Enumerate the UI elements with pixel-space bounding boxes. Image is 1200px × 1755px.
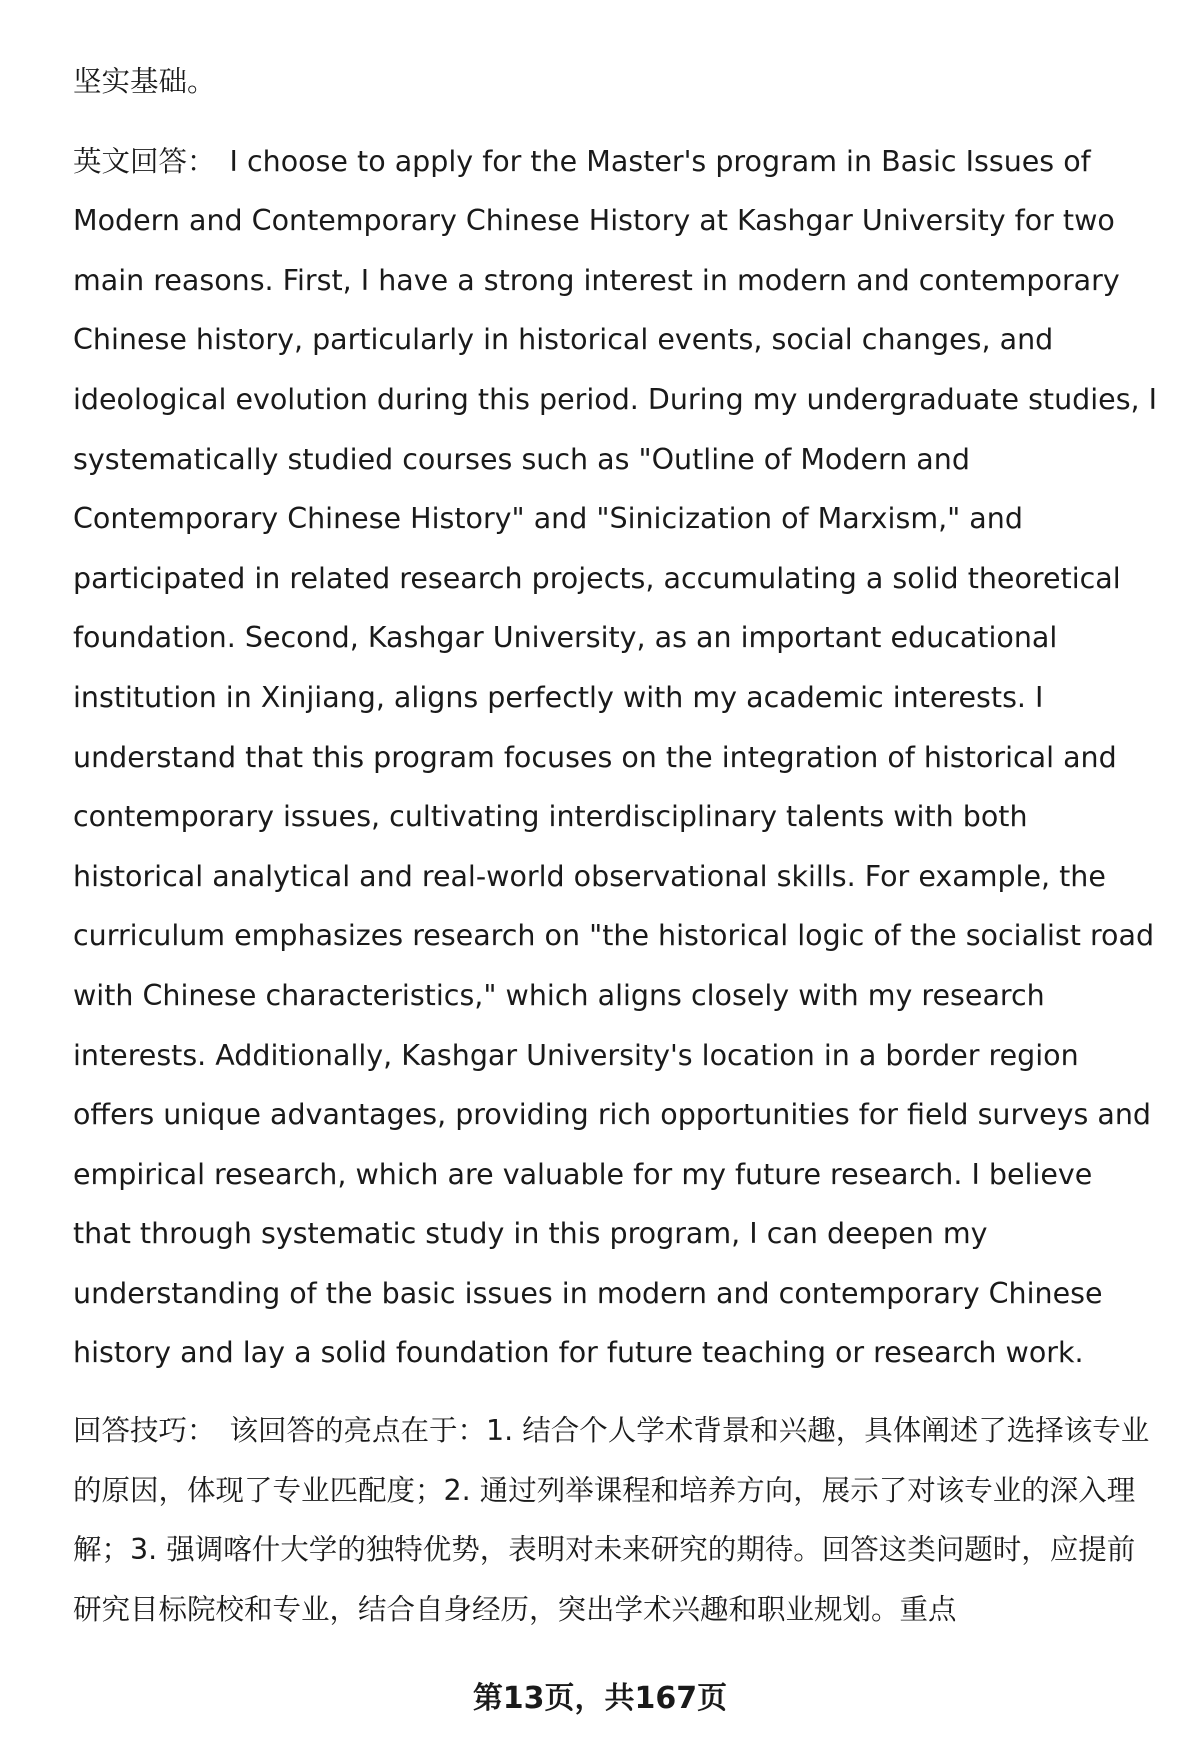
answer-tips-label: 回答技巧： xyxy=(73,1414,216,1448)
document-body xyxy=(73,52,1158,1639)
continuation-text: 坚实基础。 xyxy=(73,65,216,98)
english-answer-label: 英文回答： xyxy=(73,144,216,178)
english-answer-text: I choose to apply for the Master's program in Basic Issues of Modern and Contemporary Chinese History at Kashgar University for two main reasons. First, I have a strong interest in modern and contemporary Chinese history, particularly in historical events, social changes, and ideological evolution during this period. During my undergraduate studies, I systematically studied courses such as "Outline of Modern and Contemporary Chinese History" and "Sinicization of Marxism," and participated in related research projects, accumulating a solid theoretical foundation. Second, Kashgar University, as an important educational institution in Xinjiang, aligns perfectly with my academic interests. I understand that this program focuses on the integration of historical and contemporary issues, cultivating interdisciplinary talents with both historical analytical and real-world observational skills. For example, the curriculum emphasizes research on "the historical logic of the socialist road with Chinese characteristics," which aligns closely with my research interests. Additionally, Kashgar University's location in a border region offers unique advantages, providing rich opportunities for field surveys and empirical research, which are valuable for my future research. I believe that through systematic study in this program, I can deepen my understanding of the basic issues in modern and contemporary Chinese history and lay a solid foundation for future teaching or research work. xyxy=(73,144,1158,1370)
english-answer-paragraph xyxy=(73,132,1158,1383)
answer-tips-paragraph xyxy=(73,1401,1158,1639)
page-number: 第13页，共167页 xyxy=(472,1681,728,1716)
answer-tips-text: 该回答的亮点在于：1. 结合个人学术背景和兴趣，具体阐述了选择该专业的原因，体现了专业匹配度；2. 通过列举课程和培养方向，展示了对该专业的深入理解；3. 强调喀什大学的独特优势，表明对未来研究的期待。回答这类问题时，应提前研究目标院校和专业，结合自身经历，突出学术兴趣和职业规划。重点 xyxy=(73,1414,1150,1626)
